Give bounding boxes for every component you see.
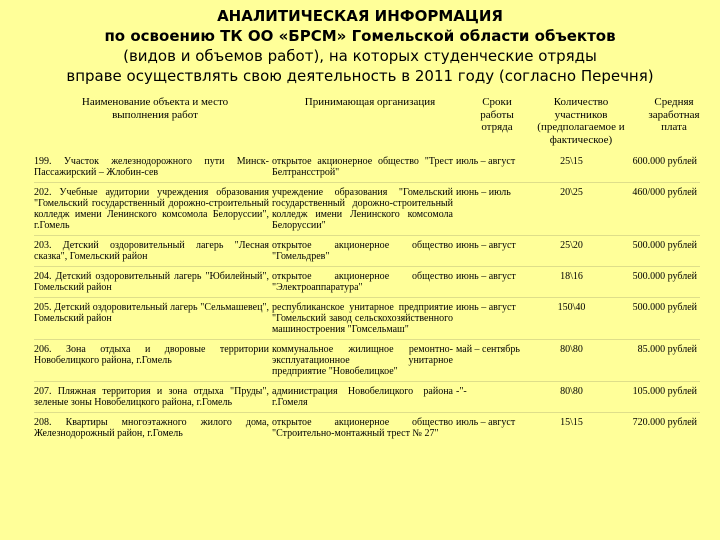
row-period: июль – август bbox=[456, 156, 516, 167]
row-period: июнь – август bbox=[456, 302, 516, 313]
row-organization: администрация Новобелицкого района г.Гомеля bbox=[272, 386, 453, 408]
header-participants: Количество участников (предполагаемое и фактическое) bbox=[537, 96, 625, 146]
row-period: июль – август bbox=[456, 417, 516, 428]
row-object: 199. Участок железнодорожного пути Минск-Пассажирский – Жлобин-сев bbox=[34, 156, 269, 178]
row-organization: открытое акционерное общество "Строительно-монтажный трест № 27" bbox=[272, 417, 453, 439]
table-row bbox=[34, 298, 700, 340]
row-participants: 18\16 bbox=[560, 271, 583, 282]
row-organization: открытое акционерное общество "Электроаппаратура" bbox=[272, 271, 453, 293]
title-line-4: вправе осуществлять свою деятельность в 2011 году (согласно Перечня) bbox=[66, 67, 654, 85]
row-participants: 15\15 bbox=[560, 417, 583, 428]
table-row bbox=[34, 340, 700, 382]
row-object: 203. Детский оздоровительный лагерь "Лесная сказка", Гомельский район bbox=[34, 240, 269, 262]
row-participants: 150\40 bbox=[557, 302, 586, 313]
row-participants: 20\25 bbox=[560, 187, 583, 198]
row-organization: открытое акционерное общество "Трест Белтрансстрой" bbox=[272, 156, 453, 178]
table-row bbox=[34, 152, 700, 183]
title-line-1: АНАЛИТИЧЕСКАЯ ИНФОРМАЦИЯ bbox=[217, 7, 503, 25]
row-salary: 500.000 рублей bbox=[632, 240, 697, 251]
row-salary: 600.000 рублей bbox=[632, 156, 697, 167]
row-object: 205. Детский оздоровительный лагерь "Сельмашевец", Гомельский район bbox=[34, 302, 269, 324]
row-object: 207. Пляжная территория и зона отдыха "Пруды", зеленые зоны Новобелицкого района, г.Гомель bbox=[34, 386, 269, 408]
header-object: Наименование объекта и место выполнения работ bbox=[81, 96, 229, 121]
row-organization: коммунальное жилищное ремонтно-эксплуатационное унитарное предприятие "Новобелицкое" bbox=[272, 344, 453, 377]
title-line-2: по освоению ТК ОО «БРСМ» Гомельской области объектов bbox=[104, 27, 616, 45]
row-object: 204. Детский оздоровительный лагерь "Юбилейный", Гомельский район bbox=[34, 271, 269, 293]
table-row bbox=[34, 183, 700, 236]
row-participants: 25\20 bbox=[560, 240, 583, 251]
row-salary: 720.000 рублей bbox=[632, 417, 697, 428]
row-organization: республиканское унитарное предприятие "Гомельский завод сельскохозяйственного машиностроения "Гомсельмаш" bbox=[272, 302, 453, 335]
header-period: Сроки работы отряда bbox=[480, 96, 514, 133]
table-row bbox=[34, 382, 700, 413]
row-salary: 85.000 рублей bbox=[637, 344, 697, 355]
header-organization: Принимающая организация bbox=[304, 96, 436, 108]
row-organization: открытое акционерное общество "Гомельдрев" bbox=[272, 240, 453, 262]
table-row bbox=[34, 236, 700, 267]
row-period: -"- bbox=[456, 386, 467, 397]
row-participants: 80\80 bbox=[560, 344, 583, 355]
row-salary: 105.000 рублей bbox=[632, 386, 697, 397]
objects-table bbox=[34, 152, 700, 443]
row-object: 208. Квартиры многоэтажного жилого дома, Железнодорожный район, г.Гомель bbox=[34, 417, 269, 439]
table-row bbox=[34, 267, 700, 298]
document-title bbox=[0, 6, 720, 86]
row-participants: 80\80 bbox=[560, 386, 583, 397]
row-salary: 460/000 рублей bbox=[632, 187, 697, 198]
table-row bbox=[34, 413, 700, 444]
title-line-3: (видов и объемов работ), на которых студенческие отряды bbox=[123, 47, 597, 65]
row-period: июнь – август bbox=[456, 240, 516, 251]
row-organization: учреждение образования "Гомельский государственный дорожно-строительный колледж имени Ленинского комсомола Белоруссии" bbox=[272, 187, 453, 231]
row-participants: 25\15 bbox=[560, 156, 583, 167]
row-period: май – сентябрь bbox=[456, 344, 520, 355]
row-period: июнь – июль bbox=[456, 187, 511, 198]
row-object: 202. Учебные аудитории учреждения образования "Гомельский государственный дорожно-строительный колледж имени Ленинского комсомола Белоруссии", г.Гомель bbox=[34, 187, 269, 231]
row-object: 206. Зона отдыха и дворовые территории Новобелицкого района, г.Гомель bbox=[34, 344, 269, 366]
row-salary: 500.000 рублей bbox=[632, 271, 697, 282]
row-period: июнь – август bbox=[456, 271, 516, 282]
header-salary: Средняя заработная плата bbox=[648, 96, 700, 133]
row-salary: 500.000 рублей bbox=[632, 302, 697, 313]
